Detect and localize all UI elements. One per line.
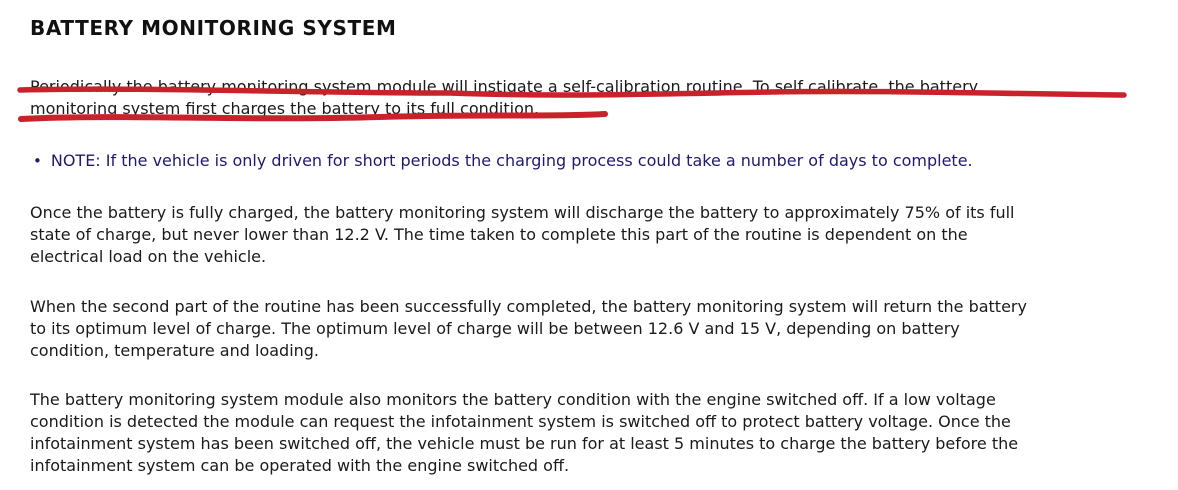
paragraph-optimum-charge [30, 296, 1140, 362]
text-line: Periodically the battery monitoring system module will instigate a self-calibration routine. To self calibrate, the battery [30, 77, 979, 96]
page-title: BATTERY MONITORING SYSTEM [30, 16, 397, 40]
text-line: condition, temperature and loading. [30, 341, 320, 360]
bullet-icon: • [33, 152, 42, 170]
text-line: condition is detected the module can request the infotainment system is switched off to protect battery voltage. Once the [30, 412, 1011, 431]
paragraph-engine-off-monitoring [30, 389, 1140, 477]
text-line: state of charge, but never lower than 12.2 V. The time taken to complete this part of the routine is dependent on the [30, 225, 968, 244]
paragraph-discharge [30, 202, 1140, 268]
note-text: NOTE: If the vehicle is only driven for short periods the charging process could take a number of days to complete. [50, 151, 973, 170]
paragraph-self-calibration [30, 76, 1140, 120]
text-line: When the second part of the routine has been successfully completed, the battery monitoring system will return the battery [30, 297, 1027, 316]
text-line: monitoring system first charges the battery to its full condition. [30, 99, 540, 118]
text-line: infotainment system has been switched off, the vehicle must be run for at least 5 minutes to charge the battery before the [30, 434, 1019, 453]
text-line: to its optimum level of charge. The optimum level of charge will be between 12.6 V and 15 V, depending on battery [30, 319, 960, 338]
note-item [30, 150, 1140, 172]
text-line: infotainment system can be operated with the engine switched off. [30, 456, 570, 475]
text-line: The battery monitoring system module also monitors the battery condition with the engine switched off. If a low voltage [30, 390, 996, 409]
text-line: Once the battery is fully charged, the battery monitoring system will discharge the battery to approximately 75% of its full [30, 203, 1015, 222]
text-line: electrical load on the vehicle. [30, 247, 267, 266]
document-content [30, 16, 1140, 477]
